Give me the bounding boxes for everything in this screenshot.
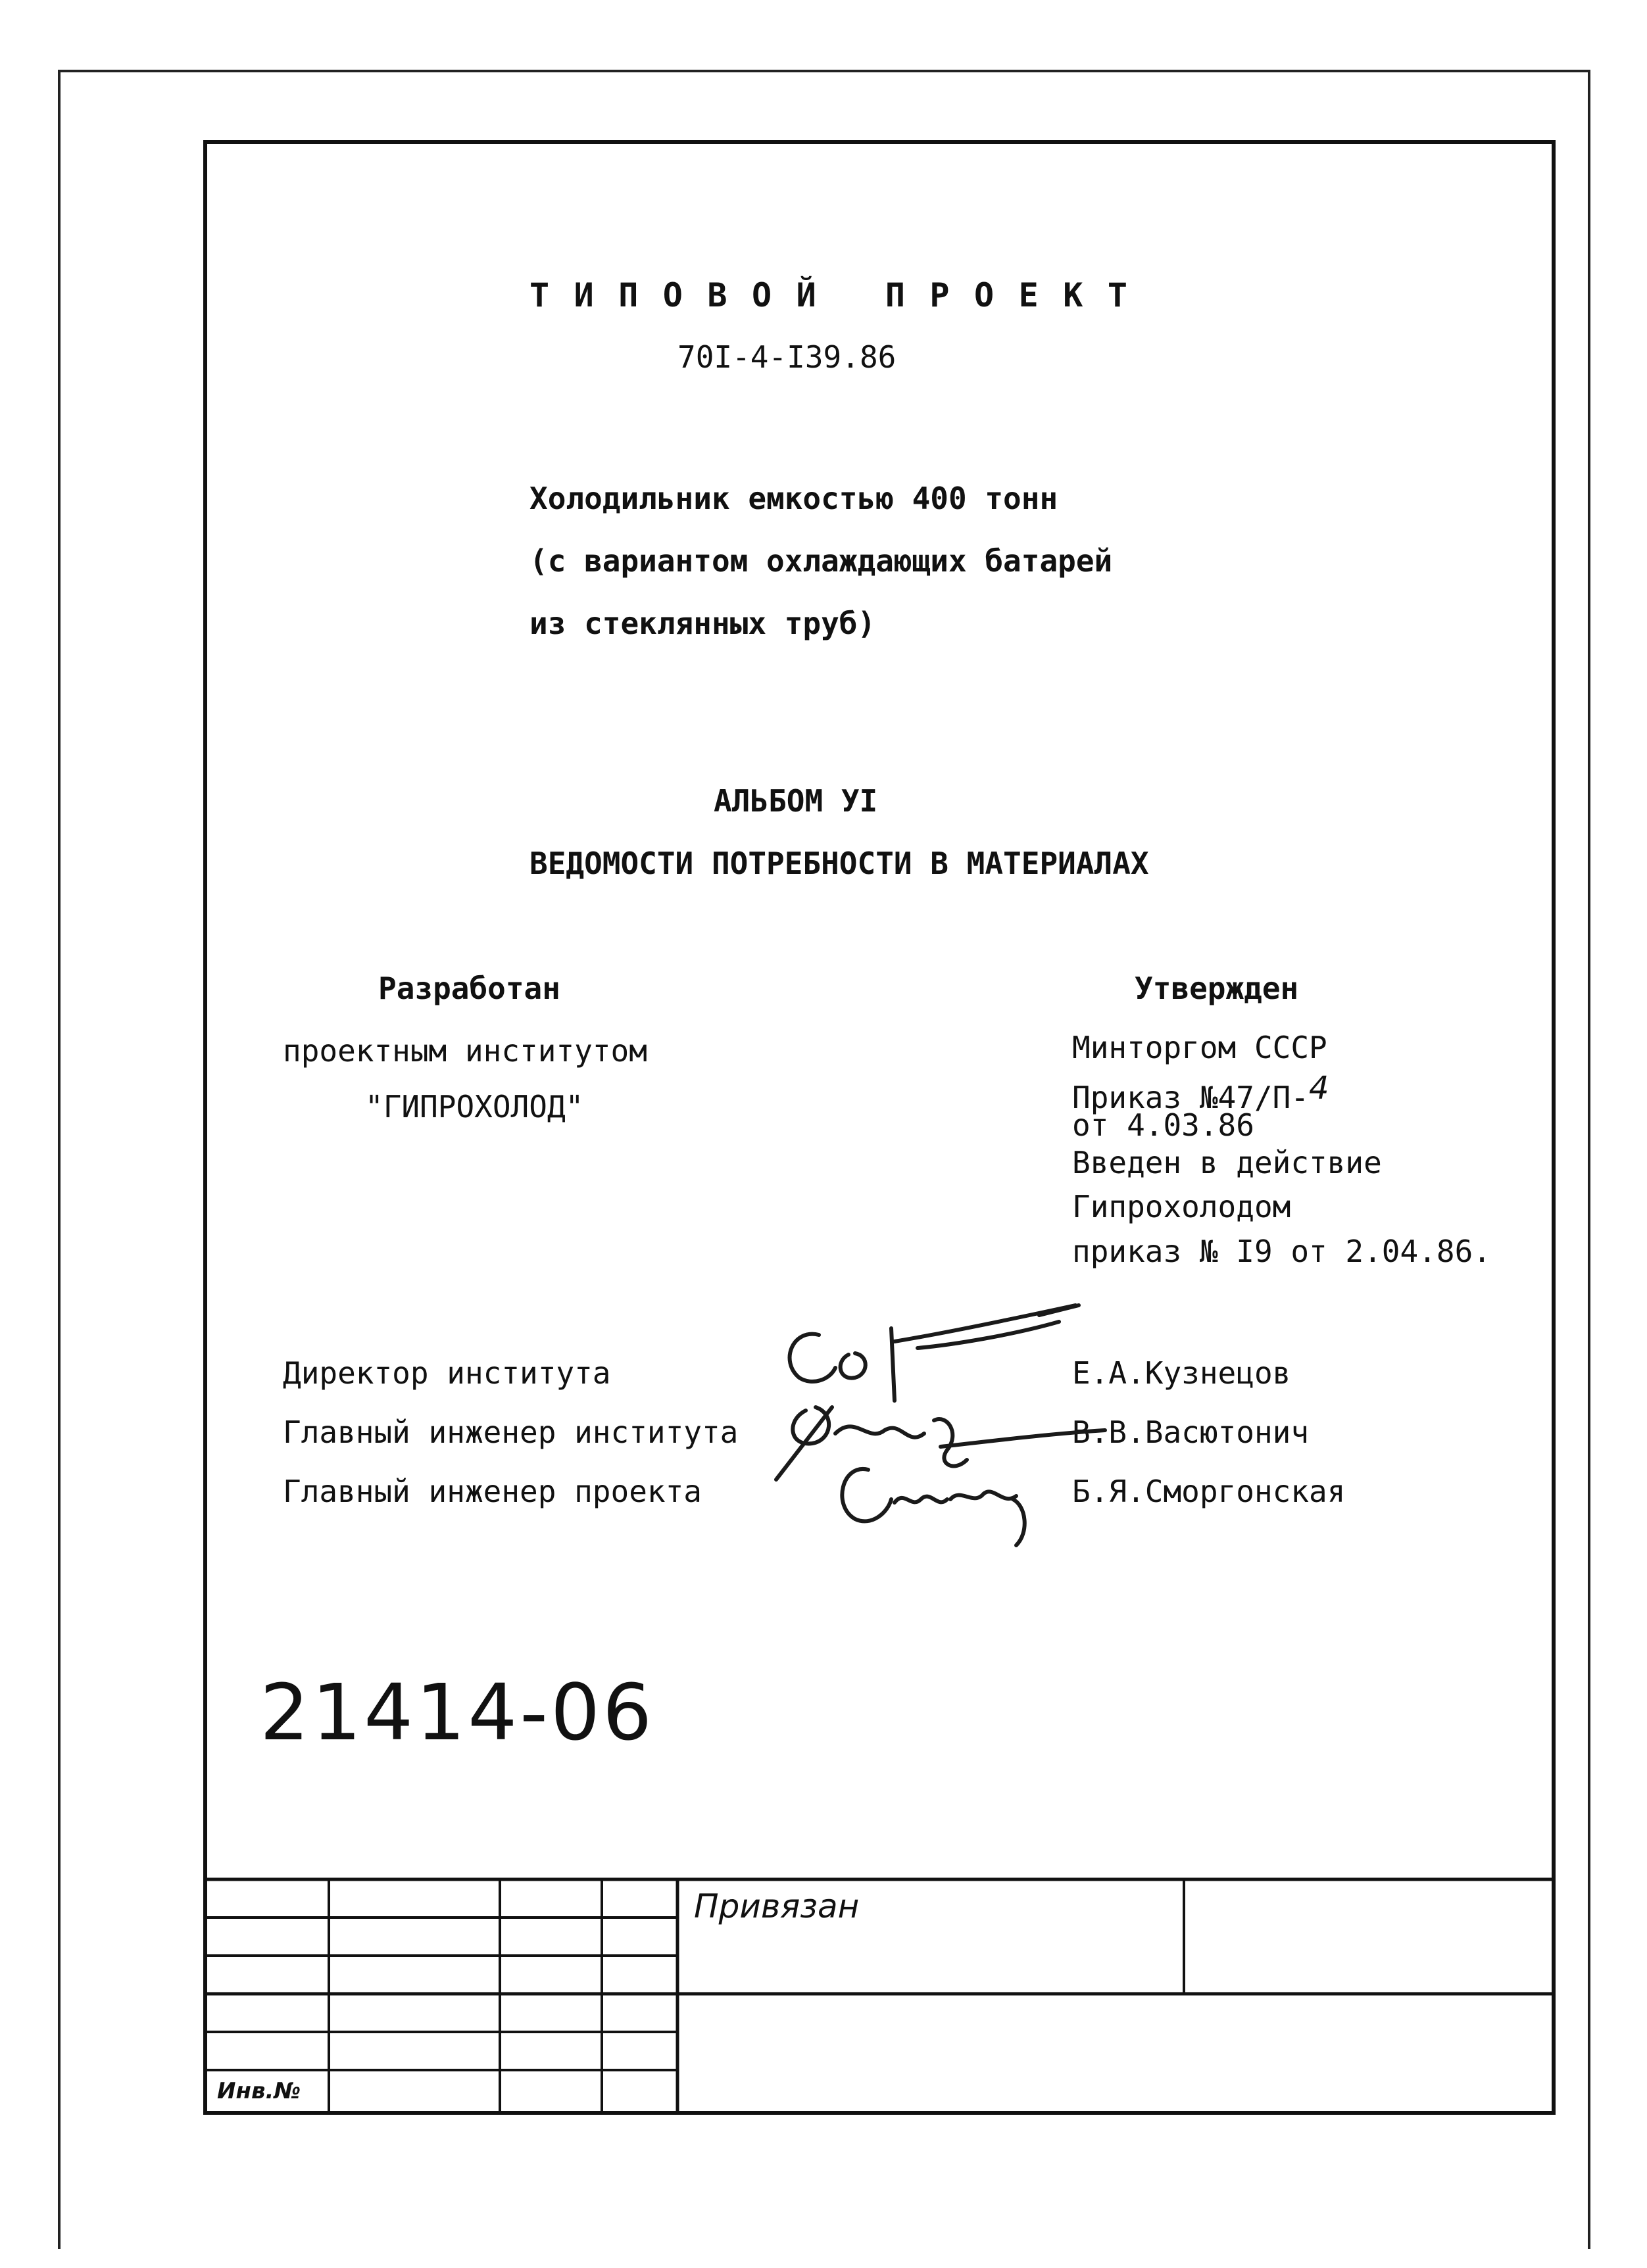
document-code: 21414-06	[260, 1667, 655, 1758]
signatory-position-chief-engineer-project: Главный инженер проекта	[283, 1474, 702, 1509]
approved-line-3: от 4.03.86	[1072, 1107, 1254, 1143]
approved-line-5: Гипрохолодом	[1072, 1189, 1291, 1224]
document-heading: ТИПОВОЙ ПРОЕКТ	[529, 276, 1152, 314]
album-label: АЛЬБОМ УI	[714, 783, 878, 819]
approved-order-handwritten: 4	[1309, 1070, 1329, 1107]
signature-chief-engineer-institute	[776, 1407, 1105, 1480]
signatory-name-chief-engineer-project: Б.Я.Сморгонская	[1072, 1474, 1346, 1509]
approved-line-6: приказ № I9 от 2.04.86.	[1072, 1234, 1491, 1269]
album-description: ВЕДОМОСТИ ПОТРЕБНОСТИ В МАТЕРИАЛАХ	[529, 846, 1149, 881]
signatory-position-director: Директор института	[283, 1355, 611, 1391]
signatory-name-director: Е.А.Кузнецов	[1072, 1355, 1291, 1391]
approved-line-4: Введен в действие	[1072, 1145, 1382, 1180]
subject-line-3: из стеклянных труб)	[529, 606, 876, 641]
approved-heading: Утвержден	[1135, 971, 1299, 1006]
developed-line-1: проектным институтом	[283, 1033, 647, 1069]
signature-chief-engineer-project	[842, 1469, 1024, 1545]
stamp-inventory-label: Инв.№	[217, 2078, 301, 2104]
approved-order-printed: Приказ №47/П-	[1072, 1080, 1310, 1115]
developed-line-2: "ГИПРОХОЛОД"	[365, 1089, 584, 1124]
project-number: 70I-4-I39.86	[677, 339, 897, 375]
developed-heading: Разработан	[378, 971, 560, 1006]
subject-line-2: (с вариантом охлаждающих батарей	[529, 543, 1113, 579]
subject-line-1: Холодильник емкостью 400 тонн	[529, 481, 1058, 516]
stamp-bound-label: Привязан	[694, 1887, 860, 1925]
signatory-position-chief-engineer-institute: Главный инженер института	[283, 1414, 739, 1450]
approved-line-1: Минторгом СССР	[1072, 1030, 1327, 1065]
signature-director	[790, 1305, 1079, 1401]
signatory-name-chief-engineer-institute: В.В.Васютонич	[1072, 1414, 1310, 1450]
